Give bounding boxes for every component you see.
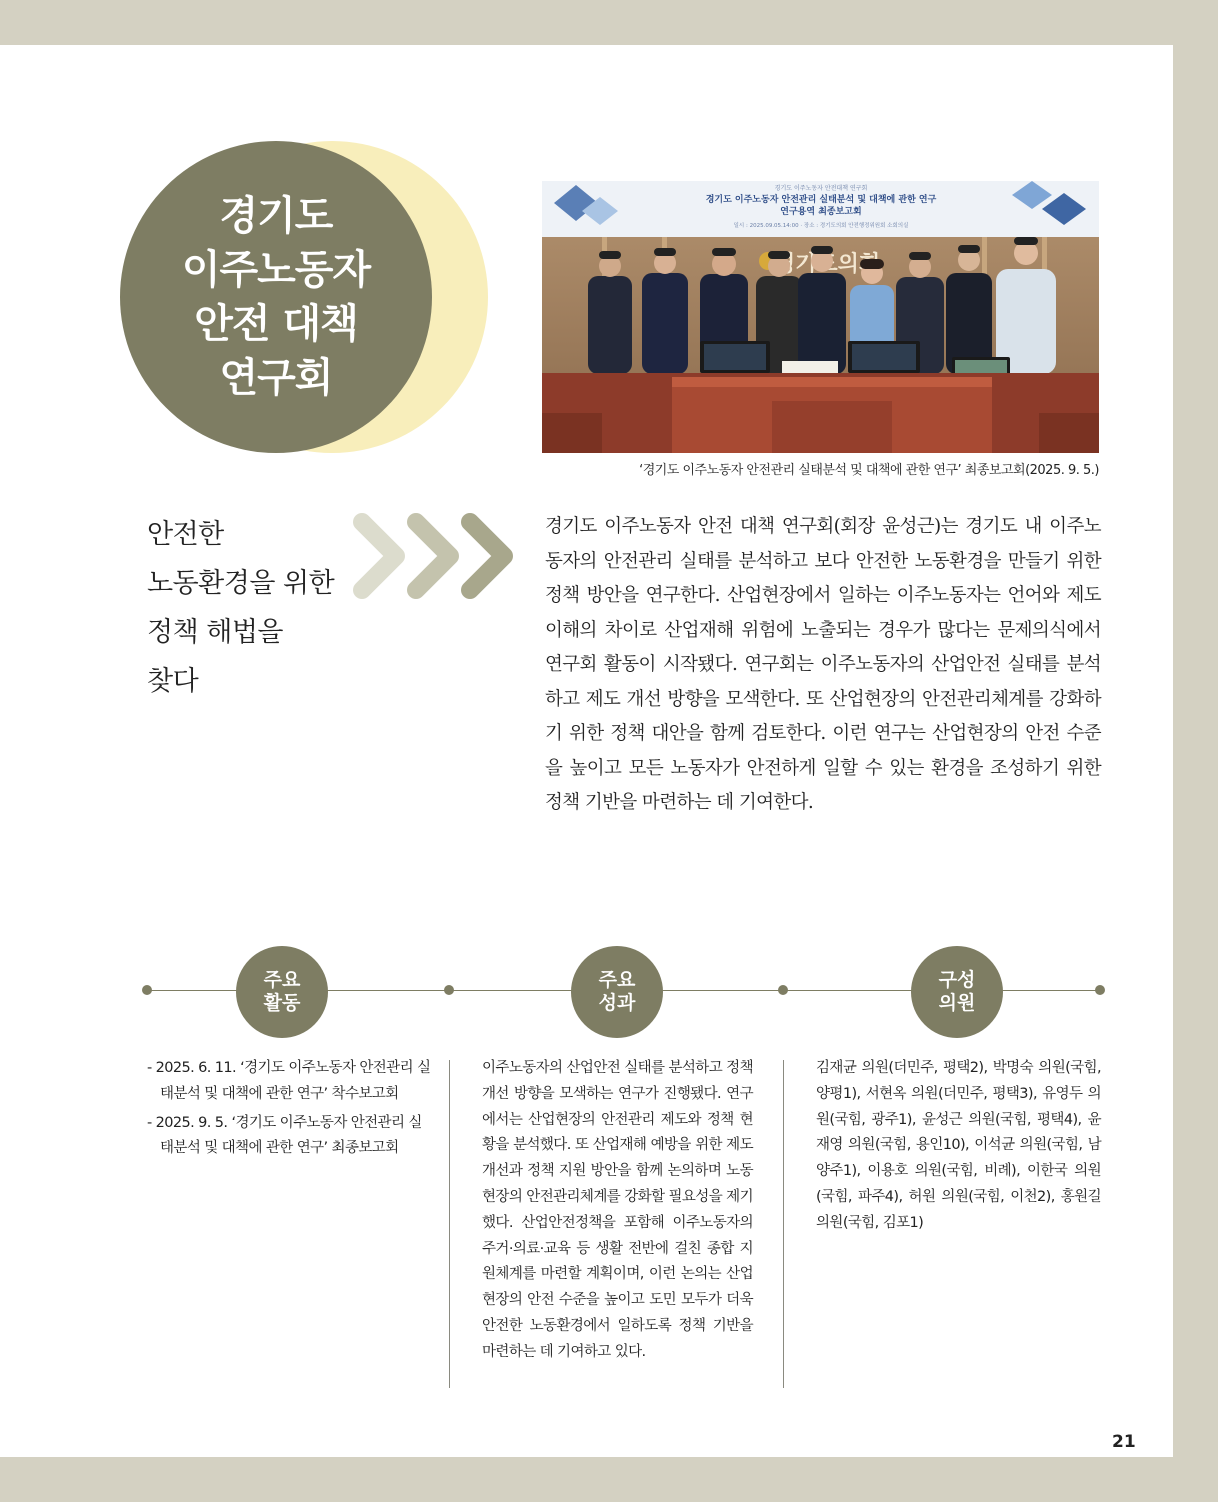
list-item: - 2025. 6. 11. ‘경기도 이주노동자 안전관리 실태분석 및 대책에 관한 연구’ 착수보고회	[147, 1060, 431, 1102]
chevron-right-icon	[470, 522, 504, 590]
timeline-dot	[444, 985, 454, 995]
members-text: 김재균 의원(더민주, 평택2), 박명숙 의원(국힘, 양평1), 서현옥 의원(더민주, 평택3), 유영두 의원(국힘, 광주1), 윤성근 의원(국힘, 평택4), 윤재영 의원(국힘, 용인10), 이석균 의원(국힘, 남양주1), 이용호 의원(국힘, 비례), 이한국 의원(국힘, 파주4), 허원 의원(국힘, 이천2), 홍원길 의원(국힘, 김포1)	[816, 1060, 1101, 1231]
column-divider	[449, 1060, 450, 1388]
timeline-dot	[142, 985, 152, 995]
title-circle	[120, 141, 432, 453]
body-paragraph: 경기도 이주노동자 안전 대책 연구회(회장 윤성근)는 경기도 내 이주노동자의 안전관리 실태를 분석하고 보다 안전한 노동환경을 만들기 위한 정책 방안을 연구한다. 산업현장에서 일하는 이주노동자는 언어와 제도 이해의 차이로 산업재해 위험에 노출되는 경우가 많다는 문제의식에서 연구회 활동이 시작됐다. 연구회는 이주노동자의 산업안전 실태를 분석하고 제도 개선 방향을 모색한다. 또 산업현장의 안전관리체계를 강화하기 위한 정책 대안을 함께 검토한다. 이런 연구는 산업현장의 안전 수준을 높이고 모든 노동자가 안전하게 일할 수 있는 환경을 조성하기 위한 정책 기반을 마련하는 데 기여한다.	[545, 516, 1101, 813]
chevron-right-icon	[362, 522, 396, 590]
timeline-dot	[778, 985, 788, 995]
timeline-dot	[1095, 985, 1105, 995]
badge-members: 구성 의원	[911, 946, 1003, 1038]
activities-list	[147, 1056, 432, 1165]
page-title: 경기도 이주노동자 안전 대책 연구회	[181, 193, 371, 401]
column-divider	[783, 1060, 784, 1388]
photo-caption: ‘경기도 이주노동자 안전관리 실태분석 및 대책에 관한 연구’ 최종보고회(2025. 9. 5.)	[639, 463, 1099, 478]
banner-line-1: 경기도 이주노동자 안전관리 실태분석 및 대책에 관한 연구	[705, 195, 937, 205]
subheading: 안전한 노동환경을 위한 정책 해법을 찾다	[147, 519, 335, 697]
chevron-right-icon	[350, 512, 520, 602]
list-item: - 2025. 9. 5. ‘경기도 이주노동자 안전관리 실태분석 및 대책에 관한 연구’ 최종보고회	[147, 1114, 422, 1157]
event-photo	[542, 181, 1099, 453]
banner-line-3: 일시 : 2025.09.05.14:00 · 장소 : 경기도의회 안전행정위원회 소회의실	[733, 223, 909, 229]
banner-line-2: 연구용역 최종보고회	[780, 207, 862, 217]
page-number: 21	[1112, 1432, 1136, 1452]
results-text: 이주노동자의 산업안전 실태를 분석하고 정책 개선 방향을 모색하는 연구가 진행됐다. 연구에서는 산업현장의 안전관리 제도와 정책 현황을 분석했다. 또 산업재해 예방을 위한 제도 개선과 정책 지원 방안을 함께 논의하며 노동 현장의 안전관리체계를 강화할 필요성을 제기했다. 산업안전정책을 포함해 이주노동자의 주거·의료·교육 등 생활 전반에 걸친 종합 지원체계를 마련할 계획이며, 이런 논의는 산업현장의 안전 수준을 높이고 도민 모두가 더욱 안전한 노동환경에서 일하도록 정책 기반을 마련하는 데 기여하고 있다.	[482, 1060, 753, 1360]
banner-line-0: 경기도 이주노동자 안전대책 연구회	[774, 185, 868, 192]
chevron-right-icon	[416, 522, 450, 590]
badge-results: 주요 성과	[571, 946, 663, 1038]
badge-activities: 주요 활동	[236, 946, 328, 1038]
